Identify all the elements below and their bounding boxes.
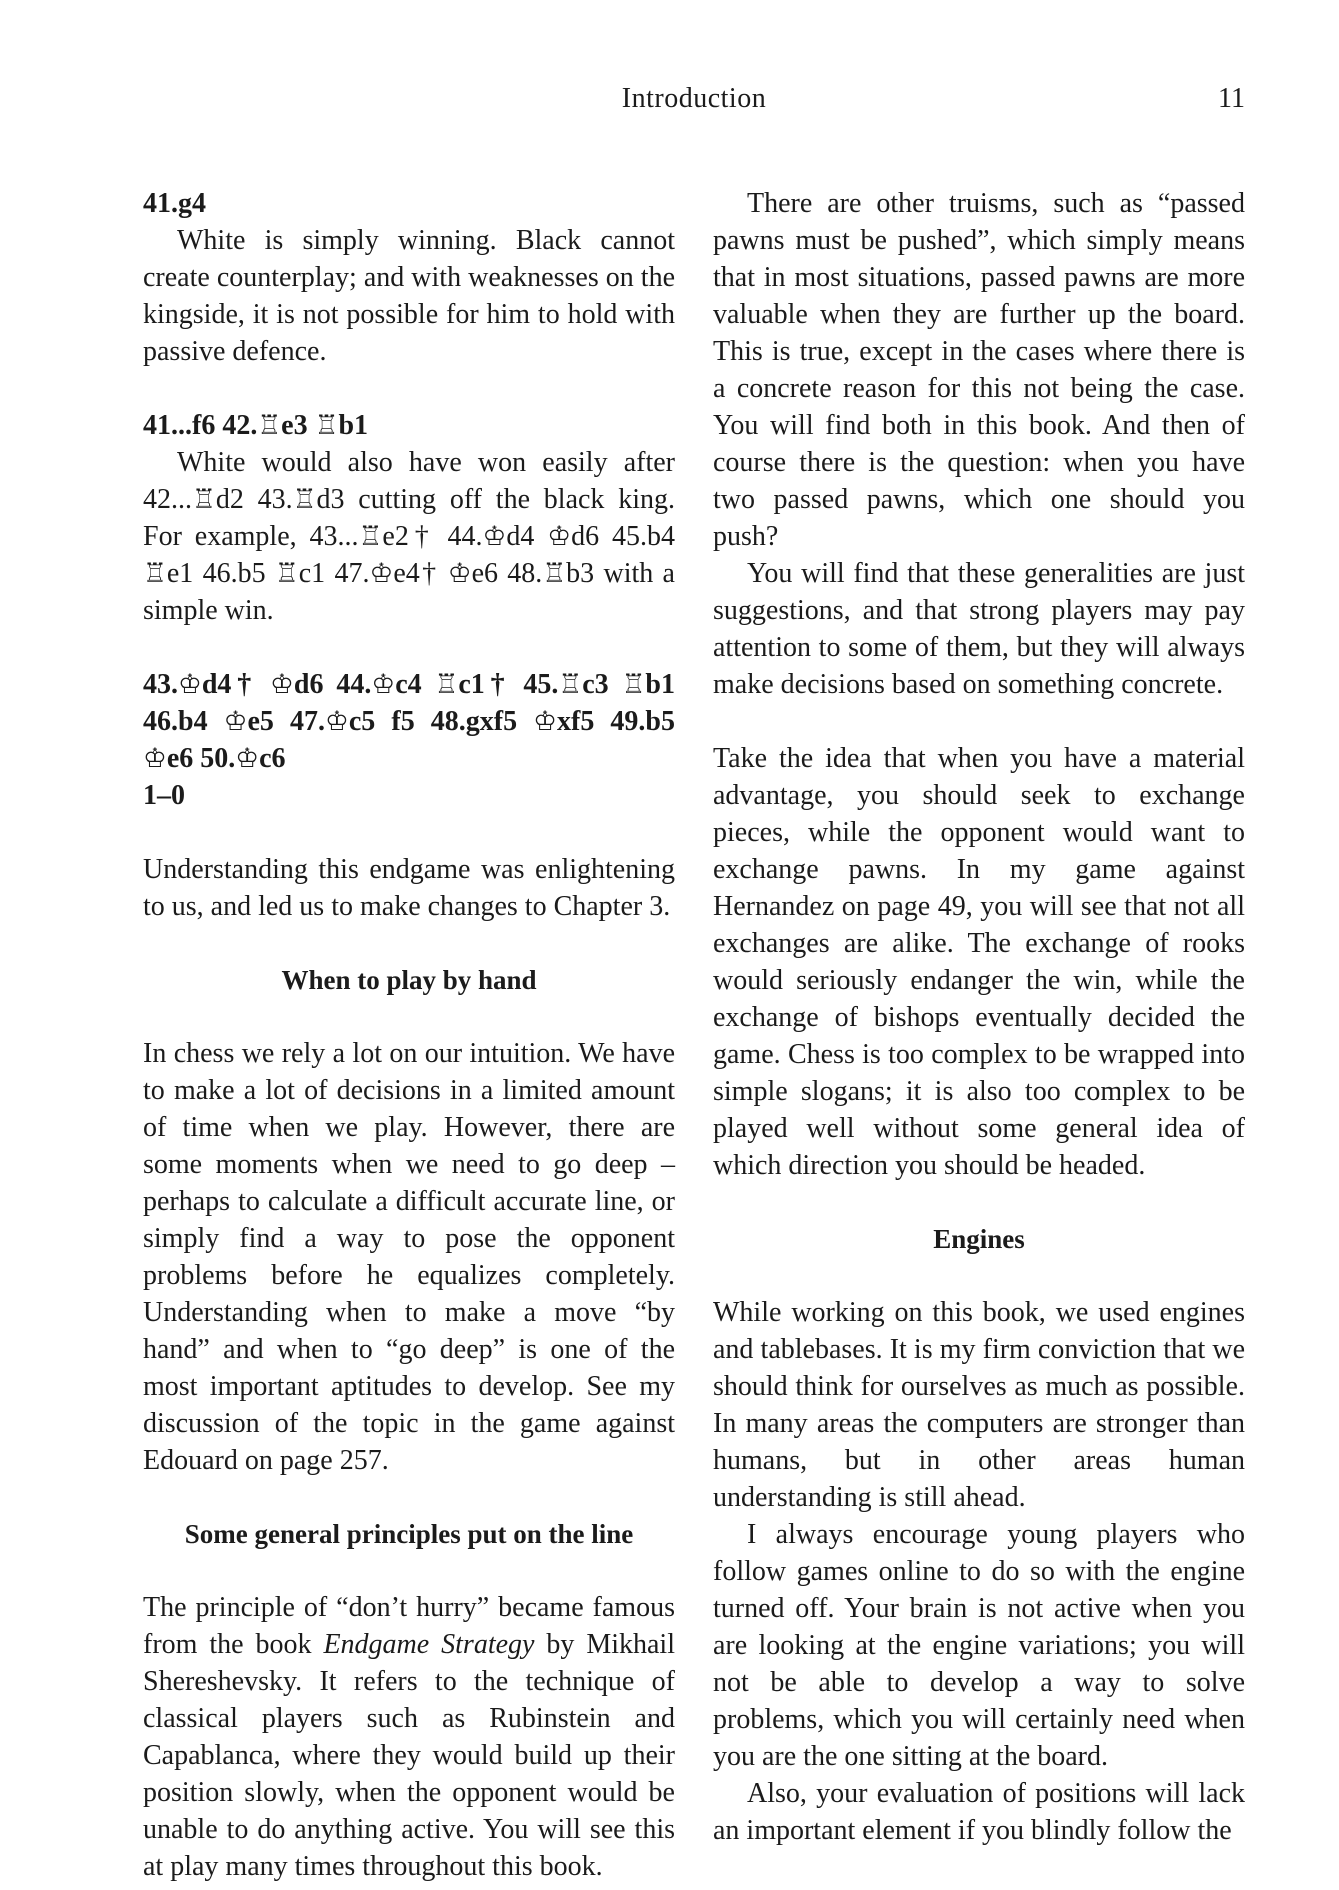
chess-figurine-icon: ♖ <box>558 669 583 700</box>
chess-figurine-icon: ♔ <box>223 706 248 737</box>
move-notation-block <box>143 666 675 814</box>
chess-figurine-icon: ♖ <box>358 521 383 552</box>
chess-figurine-icon: ♖ <box>143 558 167 589</box>
paragraph: Also, your evaluation of positions will lack an important element if you blindly follow the <box>713 1778 1245 1846</box>
chess-figurine-icon: ♔ <box>325 706 349 737</box>
chess-figurine-icon: ♔ <box>178 669 202 700</box>
paragraph: White would also have won easily after 42...♖d2 43.♖d3 cutting off the black king. For example, 43...♖e2† 44.♔d4 ♔d6 45.b4 ♖e1 46.b5 ♖c1 47.♔e4† ♔e6 48.♖b3 with a simple win. <box>143 447 676 626</box>
right-column <box>713 185 1245 1849</box>
chess-figurine-icon: ♔ <box>547 521 572 552</box>
chess-figurine-icon: ♔ <box>447 558 472 589</box>
chess-figurine-icon: ♔ <box>371 669 396 700</box>
page-number: 11 <box>1218 83 1245 114</box>
chess-figurine-icon: ♔ <box>143 743 167 774</box>
paragraph: There are other truisms, such as “passed pawns must be pushed”, which simply means that in most situations, passed pawns are more valuable when they are further up the board. This is true, except in the cases where there is a concrete reason for this not being the case. You will find both in this book. And then of course there is the question: when you have two passed pawns, which one should you push? <box>713 188 1245 552</box>
page-title: Introduction <box>621 83 767 114</box>
chess-figurine-icon: ♔ <box>270 669 294 700</box>
running-header <box>143 80 1245 117</box>
chess-figurine-icon: ♔ <box>482 521 507 552</box>
chess-figurine-icon: ♖ <box>621 669 646 700</box>
paragraph: You will find that these generalities are just suggestions, and that strong players may pay attention to some of them, but they will always make decisions based on something concrete. <box>713 558 1245 700</box>
section-heading: When to play by hand <box>281 965 537 995</box>
left-column <box>143 185 675 1885</box>
chess-figurine-icon: ♖ <box>434 669 459 700</box>
move-notation-line: 41.g4 <box>143 188 206 219</box>
chess-figurine-icon: ♖ <box>542 558 567 589</box>
italic-book-title: Endgame Strategy <box>323 1629 535 1660</box>
move-notation-block <box>143 185 675 222</box>
chess-figurine-icon: ♖ <box>257 410 282 441</box>
section-heading: Some general principles put on the line <box>184 1519 634 1549</box>
paragraph: Take the idea that when you have a material advantage, you should seek to exchange pieces, while the opponent would want to exchange pawns. In my game against Hernandez on page 49, you will see that not all exchanges are alike. The exchange of rooks would seriously endanger the win, while the exchange of bishops eventually decided the game. Chess is too complex to be wrapped into simple slogans; it is also too complex to be played well without some general idea of which direction you should be headed. <box>713 743 1245 1181</box>
paragraph: In chess we rely a lot on our intuition. We have to make a lot of decisions in a limited amount of time when we play. However, there are some moments when we need to go deep – perhaps to calculate a difficult accurate line, or simply find a way to pose the opponent problems before he equalizes completely. Understanding when to make a move “by hand” and when to “go deep” is one of the most important aptitudes to develop. See my discussion of the topic in the game against Edouard on page 257. <box>143 1038 675 1476</box>
chess-figurine-icon: ♖ <box>314 410 339 441</box>
move-notation-block <box>143 407 675 444</box>
chess-figurine-icon: ♔ <box>369 558 394 589</box>
chess-figurine-icon: ♔ <box>235 743 260 774</box>
move-notation-line: 43.♔d4† ♔d6 44.♔c4 ♖c1† 45.♖c3 ♖b1 46.b4 ♔e5 47.♔c5 f5 48.gxf5 ♔xf5 49.b5 ♔e6 50.♔c6 <box>143 669 675 774</box>
chess-figurine-icon: ♔ <box>533 706 558 737</box>
chess-figurine-icon: ♖ <box>292 484 317 515</box>
move-notation-line: 41...f6 42.♖e3 ♖b1 <box>143 410 369 441</box>
text-columns <box>143 185 1245 1885</box>
paragraph: White is simply winning. Black cannot create counterplay; and with weaknesses on the kingside, it is not possible for him to hold with passive defence. <box>143 225 675 367</box>
paragraph: I always encourage young players who follow games online to do so with the engine turned off. Your brain is not active when you are looking at the engine variations; you will not be able to develop a way to solve problems, which you will certainly need when you are the one sitting at the board. <box>713 1519 1245 1772</box>
move-notation-line: 1–0 <box>143 780 185 811</box>
section-heading: Engines <box>933 1224 1025 1254</box>
paragraph: The principle of “don’t hurry” became famous from the book Endgame Strategy by Mikhail Shereshevsky. It refers to the technique of classical players such as Rubinstein and Capablanca, where they would build up their position slowly, when the opponent would be unable to do anything active. You will see this at play many times throughout this book. <box>143 1592 675 1882</box>
paragraph: Understanding this endgame was enlightening to us, and led us to make changes to Chapter 3. <box>143 854 675 922</box>
paragraph: While working on this book, we used engines and tablebases. It is my firm conviction that we should think for ourselves as much as possible. In many areas the computers are stronger than humans, but in other areas human understanding is still ahead. <box>713 1297 1245 1513</box>
chess-figurine-icon: ♖ <box>274 558 299 589</box>
chess-figurine-icon: ♖ <box>192 484 216 515</box>
